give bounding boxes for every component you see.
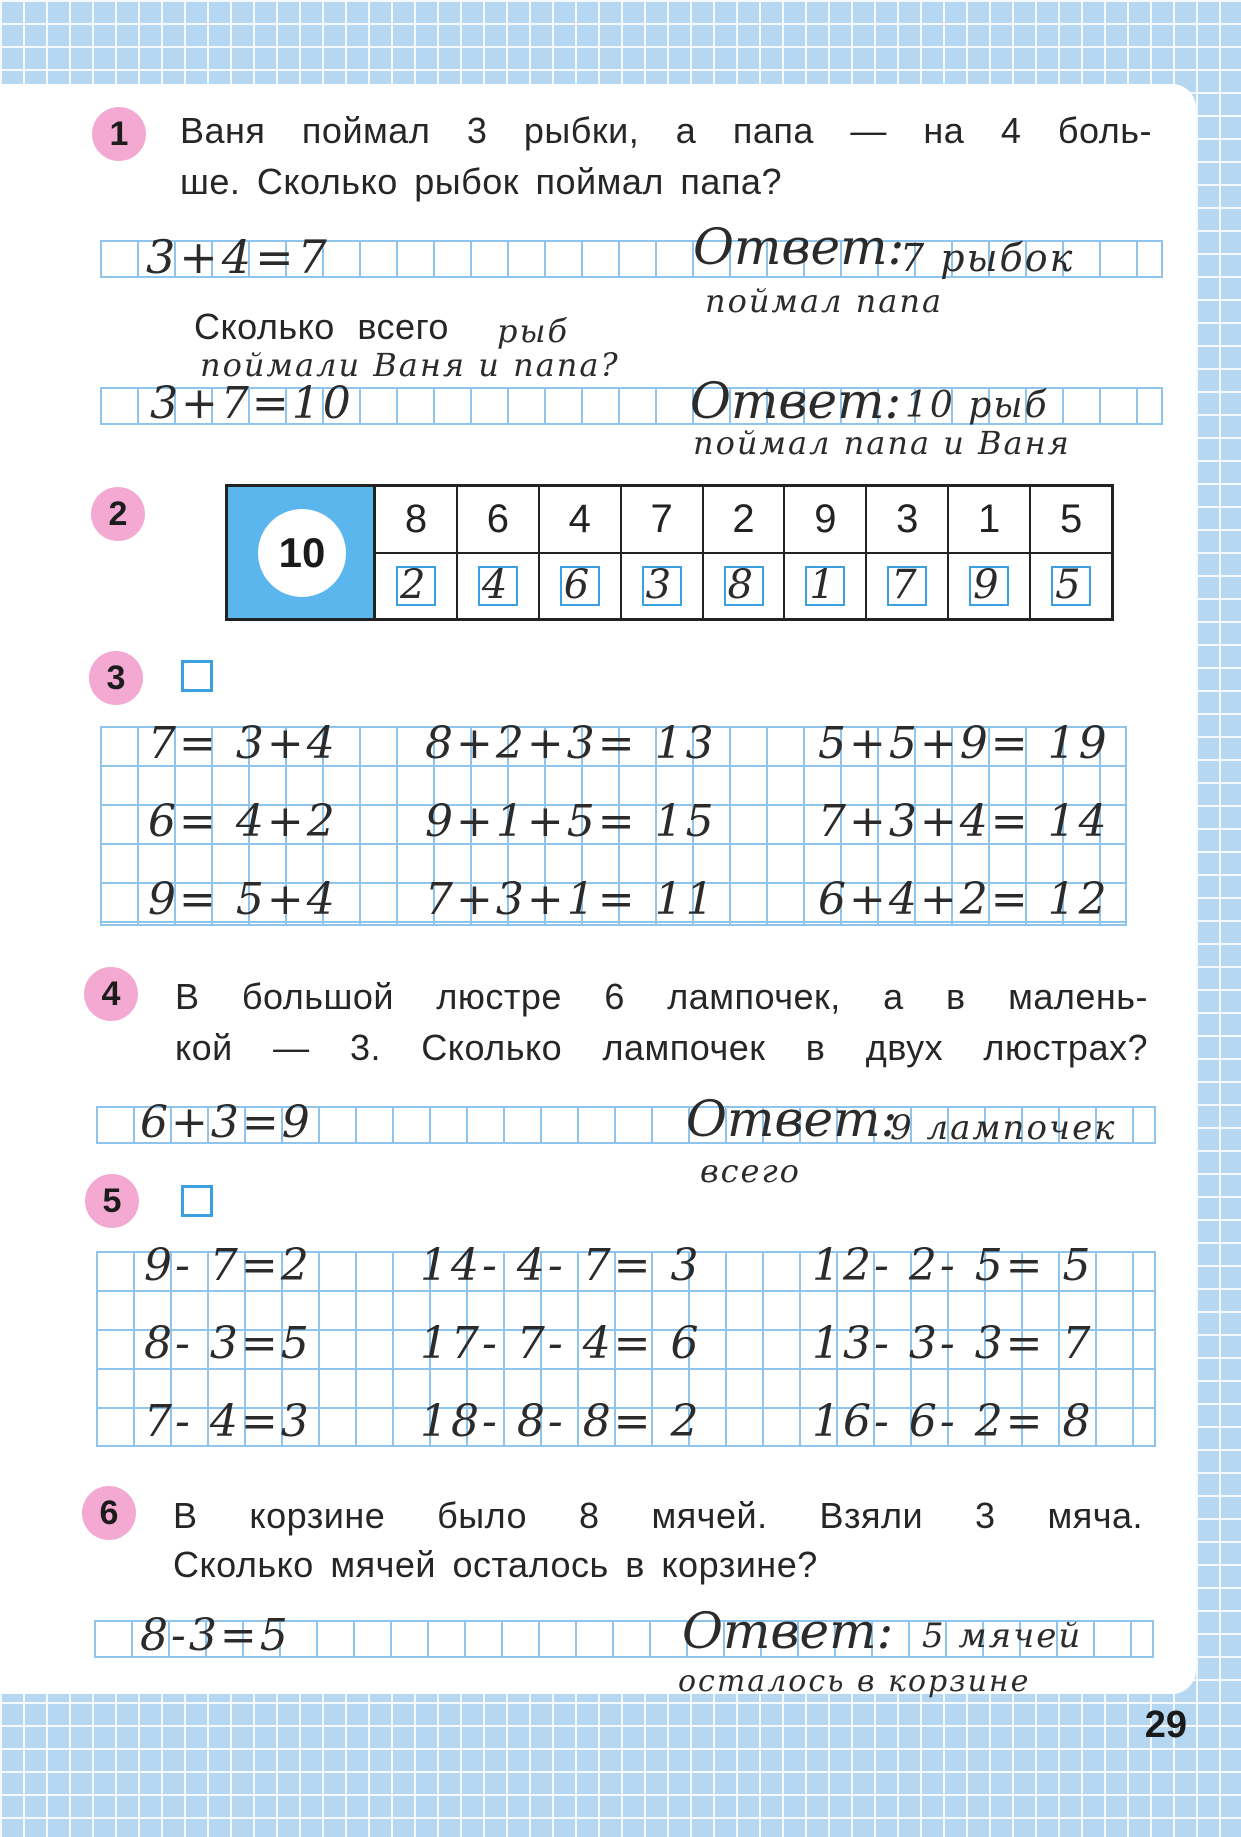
task-2-columns bbox=[376, 487, 1111, 618]
task-2-answer-cell bbox=[540, 554, 620, 618]
task-2-column bbox=[949, 487, 1031, 618]
task-6-text-line-1: В корзине было 8 мячей. Взяли 3 мяча. bbox=[173, 1495, 1143, 1536]
task-2-column bbox=[540, 487, 622, 618]
task-2-answer: 4 bbox=[481, 562, 508, 608]
task-2-answer: 1 bbox=[809, 562, 835, 608]
task-2-answer-cell bbox=[376, 554, 456, 618]
task-1-answer-2-line-1: 10 рыб bbox=[905, 385, 1049, 426]
task-2-answer-cell bbox=[1031, 554, 1111, 618]
task-2-top-value: 7 bbox=[622, 487, 702, 554]
task-1-answer-1-word: Ответ: bbox=[693, 218, 905, 276]
task-2-answer-box[interactable] bbox=[805, 562, 845, 608]
task-3-equation: 6+4+2= 12 bbox=[818, 874, 1110, 925]
task-2-top-value: 8 bbox=[376, 487, 456, 554]
task-4-text-line-2: кой — 3. Сколько лампочек в двух люстрах? bbox=[175, 1027, 1148, 1068]
task-2-column bbox=[785, 487, 867, 618]
task-1-text-line-2: ше. Сколько рыбок поймал папа? bbox=[180, 161, 782, 202]
task-1-answer-1-line-1: 7 рыбок bbox=[900, 236, 1075, 280]
task-2-answer-cell bbox=[458, 554, 538, 618]
task-2-answer: 6 bbox=[563, 562, 590, 608]
task-3-equation: 9+1+5= 15 bbox=[425, 796, 717, 847]
task-2-column bbox=[622, 487, 704, 618]
task-2-answer-box[interactable] bbox=[887, 562, 927, 608]
task-2-answer: 2 bbox=[399, 562, 426, 608]
task-2-answer-cell bbox=[704, 554, 784, 618]
task-2-answer-box[interactable] bbox=[724, 562, 764, 608]
task-2-top-value: 2 bbox=[704, 487, 784, 554]
task-2-column bbox=[376, 487, 458, 618]
task-1-answer-2-word: Ответ: bbox=[690, 372, 902, 430]
task-3-equation: 5+5+9= 19 bbox=[818, 718, 1110, 769]
task-5-checkbox[interactable] bbox=[181, 1185, 213, 1217]
task-1-badge: 1 bbox=[92, 107, 146, 161]
task-2-answer-box[interactable] bbox=[396, 562, 436, 608]
task-6-answer-word: Ответ: bbox=[682, 1602, 894, 1660]
task-2-answer-cell bbox=[949, 554, 1029, 618]
task-1-answer-1-line-2: поймал папа bbox=[705, 282, 944, 320]
task-2-top-value: 4 bbox=[540, 487, 620, 554]
task-3-equation: 9= 5+4 bbox=[148, 874, 338, 925]
task-4-answer-word: Ответ: bbox=[686, 1090, 898, 1148]
task-2-answer-cell bbox=[785, 554, 865, 618]
task-2-top-value: 9 bbox=[785, 487, 865, 554]
task-2-top-value: 1 bbox=[949, 487, 1029, 554]
task-3-equation: 7+3+4= 14 bbox=[818, 796, 1110, 847]
task-6-text-line-2: Сколько мячей осталось в корзине? bbox=[173, 1544, 818, 1585]
task-4-badge: 4 bbox=[84, 967, 138, 1021]
task-4-text-line-1: В большой люстре 6 лампочек, а в малень- bbox=[175, 976, 1148, 1017]
task-2-top-value: 6 bbox=[458, 487, 538, 554]
task-2-column bbox=[867, 487, 949, 618]
task-1-answer-2-line-2: поймал папа и Ваня bbox=[693, 424, 1071, 462]
task-5-equation: 8- 3=5 bbox=[144, 1318, 312, 1369]
task-2-answer: 5 bbox=[1055, 562, 1081, 608]
task-2-answer-box[interactable] bbox=[642, 562, 682, 608]
task-3-badge: 3 bbox=[89, 651, 143, 705]
task-2-answer-box[interactable] bbox=[560, 562, 600, 608]
task-2-answer: 9 bbox=[973, 562, 999, 608]
task-2-answer: 7 bbox=[891, 562, 917, 608]
task-3-equation: 7+3+1= 11 bbox=[425, 874, 717, 925]
task-1-solution-1: 3+4=7 bbox=[146, 230, 331, 284]
task-2-column bbox=[1031, 487, 1111, 618]
task-5-equation: 13- 3- 3= 7 bbox=[812, 1318, 1094, 1369]
task-1-question-2-handwritten-1: рыб bbox=[497, 312, 570, 350]
task-2-answer-cell bbox=[622, 554, 702, 618]
task-2-badge: 2 bbox=[91, 487, 145, 541]
task-1-question-2-handwritten-2: поймали Ваня и папа? bbox=[200, 346, 620, 384]
task-3-equation: 8+2+3= 13 bbox=[425, 718, 717, 769]
task-5-equation: 14- 4- 7= 3 bbox=[420, 1240, 702, 1291]
task-2-top-value: 3 bbox=[867, 487, 947, 554]
task-3-equation: 7= 3+4 bbox=[148, 718, 338, 769]
task-6-answer-line-1: 5 мячей bbox=[922, 1616, 1083, 1656]
task-4-answer-line-2: всего bbox=[700, 1152, 801, 1190]
task-4-answer-line-1: 9 лампочек bbox=[890, 1108, 1117, 1148]
task-2-key-value: 10 bbox=[258, 509, 346, 597]
task-2-top-value: 5 bbox=[1031, 487, 1111, 554]
task-1-text-line-1: Ваня поймал 3 рыбки, а папа — на 4 боль- bbox=[180, 110, 1152, 151]
task-5-equation: 7- 4=3 bbox=[144, 1396, 312, 1447]
task-2-column bbox=[704, 487, 786, 618]
task-5-equation: 9- 7=2 bbox=[144, 1240, 312, 1291]
task-6-answer-line-2: осталось в корзине bbox=[678, 1664, 1031, 1699]
task-2-answer-box[interactable] bbox=[969, 562, 1009, 608]
task-5-equation: 17- 7- 4= 6 bbox=[420, 1318, 702, 1369]
task-2-answer: 3 bbox=[645, 562, 672, 608]
task-5-equation: 18- 8- 8= 2 bbox=[420, 1396, 702, 1447]
task-2-answer-cell bbox=[867, 554, 947, 618]
task-5-equation: 16- 6- 2= 8 bbox=[812, 1396, 1094, 1447]
task-1-solution-2: 3+7=10 bbox=[150, 378, 354, 429]
task-2-table bbox=[225, 484, 1114, 621]
task-6-solution: 8-3=5 bbox=[140, 1610, 291, 1661]
task-2-answer: 8 bbox=[727, 562, 753, 608]
task-6-badge: 6 bbox=[82, 1486, 136, 1540]
task-3-checkbox[interactable] bbox=[181, 660, 213, 692]
task-1-question-2: Сколько всего bbox=[194, 306, 449, 347]
task-4-solution: 6+3=9 bbox=[140, 1097, 313, 1148]
task-2-answer-box[interactable] bbox=[1051, 562, 1091, 608]
task-5-equation: 12- 2- 5= 5 bbox=[812, 1240, 1094, 1291]
task-5-badge: 5 bbox=[85, 1174, 139, 1228]
task-3-equation: 6= 4+2 bbox=[148, 796, 338, 847]
task-2-key-cell bbox=[228, 487, 376, 618]
task-2-answer-box[interactable] bbox=[478, 562, 518, 608]
task-2-column bbox=[458, 487, 540, 618]
page-number: 29 bbox=[1144, 1704, 1187, 1746]
